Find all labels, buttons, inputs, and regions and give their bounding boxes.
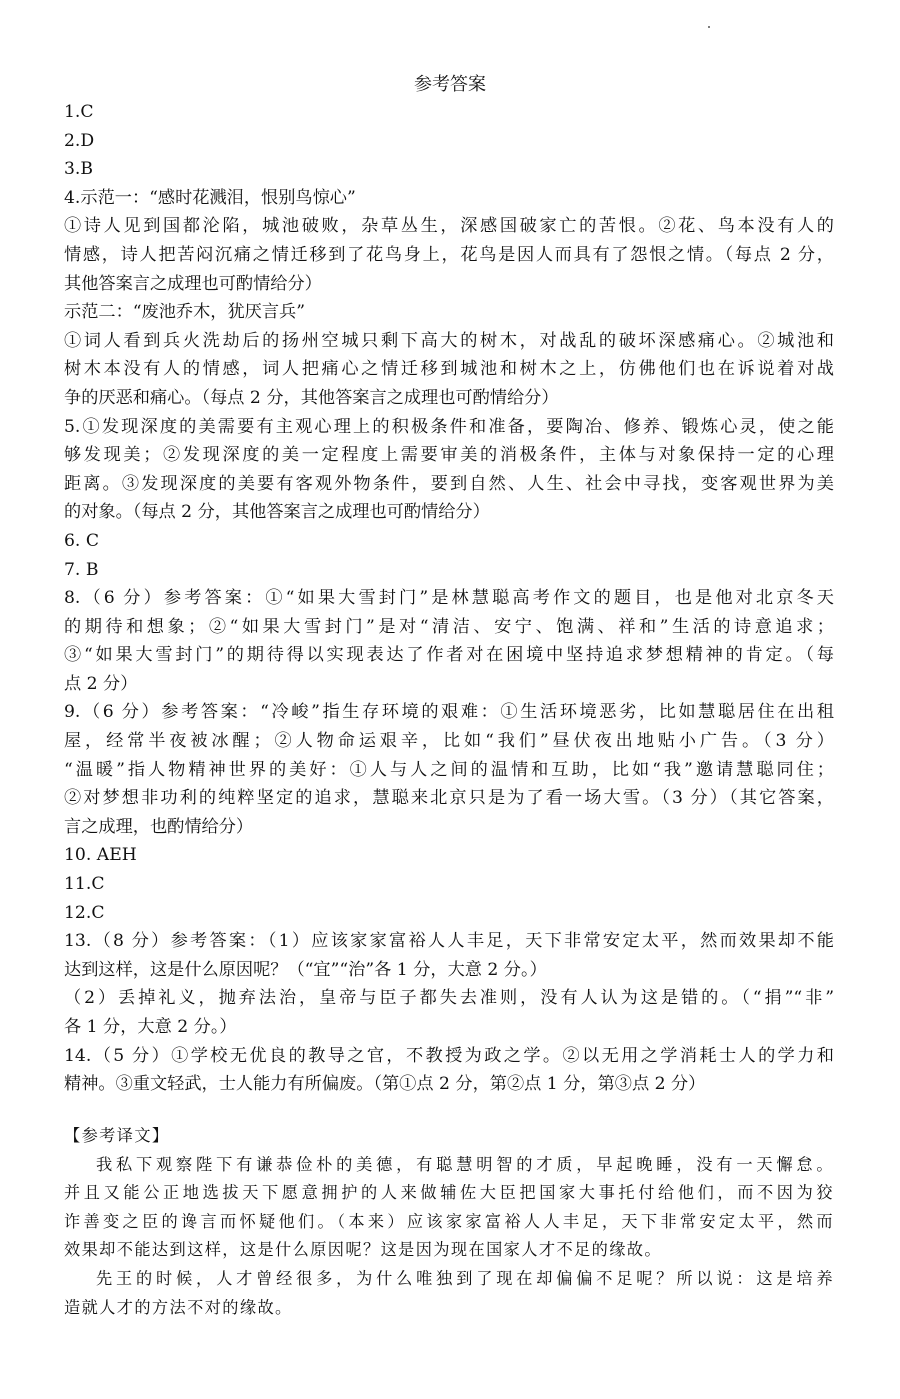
answer-line: 7. B bbox=[64, 559, 99, 580]
reference-translation bbox=[64, 1122, 834, 1322]
answer-line: 的期待和想象；②“如果大雪封门”是对“清洁、安宁、饱满、祥和”生活的诗意追求； bbox=[64, 616, 834, 637]
answer-line: 的对象。（每点 2 分，其他答案言之成理也可酌情给分） bbox=[64, 502, 490, 523]
answer-line: 10. AEH bbox=[64, 845, 137, 866]
answer-line: 9.（6 分）参考答案：“冷峻”指生存环境的艰难：①生活环境恶劣，比如慧聪居住在出租 bbox=[64, 702, 834, 723]
answer-list bbox=[64, 98, 834, 1099]
answer-line: 精神。③重文轻武，士人能力有所偏废。（第①点 2 分，第②点 1 分，第③点 2 分） bbox=[64, 1074, 706, 1095]
answer-line: “温暖”指人物精神世界的美好：①人与人之间的温情和互助，比如“我”邀请慧聪同住； bbox=[64, 759, 834, 780]
answer-line: 14.（5 分）①学校无优良的教导之官，不教授为政之学。②以无用之学消耗士人的学力和 bbox=[64, 1045, 834, 1066]
answer-line: ①词人看到兵火洗劫后的扬州空城只剩下高大的树木，对战乱的破坏深感痛心。②城池和 bbox=[64, 330, 834, 351]
answer-line: 5.①发现深度的美需要有主观心理上的积极条件和准备，要陶冶、修养、锻炼心灵，使之能 bbox=[64, 416, 834, 437]
answer-line: ②对梦想非功利的纯粹坚定的追求，慧聪来北京只是为了看一场大雪。（3 分）（其它答案， bbox=[64, 788, 834, 809]
answer-line: 3.B bbox=[64, 159, 94, 180]
answer-line: 13.（8 分）参考答案：（1）应该家家富裕人人丰足，天下非常安定太平，然而效果却不能 bbox=[64, 931, 834, 952]
answer-line: 点 2 分） bbox=[64, 673, 138, 694]
answer-line: 其他答案言之成理也可酌情给分） bbox=[64, 273, 322, 294]
answer-line: 11.C bbox=[64, 874, 105, 895]
answer-line: 12.C bbox=[64, 902, 105, 923]
answer-line: ③“如果大雪封门”的期待得以实现表达了作者对在困境中坚持追求梦想精神的肯定。（每 bbox=[64, 645, 834, 666]
scan-speck bbox=[708, 26, 710, 28]
answer-line: 距离。③发现深度的美要有客观外物条件，要到自然、人生、社会中寻找，变客观世界为美 bbox=[64, 473, 834, 494]
answer-line: 达到这样，这是什么原因呢？（“宜”“治”各 1 分，大意 2 分。） bbox=[64, 959, 547, 980]
answer-line: ①诗人见到国都沦陷，城池破败，杂草丛生，深感国破家亡的苦恨。②花、鸟本没有人的 bbox=[64, 216, 834, 237]
answer-line: 4.示范一：“感时花溅泪，恨别鸟惊心” bbox=[64, 187, 356, 208]
answer-line: 争的厌恶和痛心。（每点 2 分，其他答案言之成理也可酌情给分） bbox=[64, 387, 559, 408]
translation-line: 先王的时候，人才曾经很多，为什么唯独到了现在却偏偏不足呢？所以说：这是培养 bbox=[96, 1268, 834, 1288]
answer-line: 屋，经常半夜被冰醒；②人物命运艰辛，比如“我们”昼伏夜出地贴小广告。（3 分） bbox=[64, 731, 834, 752]
answer-line: 6. C bbox=[64, 530, 100, 551]
answer-line: 2.D bbox=[64, 130, 95, 151]
answer-line: 情感，诗人把苦闷沉痛之情迁移到了花鸟身上，花鸟是因人而具有了怨恨之情。（每点 2 分， bbox=[64, 244, 834, 265]
translation-line: 造就人才的方法不对的缘故。 bbox=[64, 1297, 293, 1317]
translation-line: 我私下观察陛下有谦恭俭朴的美德，有聪慧明智的才质，早起晚睡，没有一天懈怠。 bbox=[96, 1154, 834, 1174]
translation-line: 并且又能公正地选拔天下愿意拥护的人来做辅佐大臣把国家大事托付给他们，而不因为狡 bbox=[64, 1183, 834, 1203]
answer-line: （2）丢掉礼义，抛弃法治，皇帝与臣子都失去准则，没有人认为这是错的。（“捐”“非” bbox=[64, 988, 834, 1009]
answer-line: 1.C bbox=[64, 102, 94, 122]
answer-line: 8.（6 分）参考答案：①“如果大雪封门”是林慧聪高考作文的题目，也是他对北京冬天 bbox=[64, 588, 834, 609]
page-title: 参考答案 bbox=[414, 74, 486, 95]
answer-line: 各 1 分，大意 2 分。） bbox=[64, 1017, 237, 1037]
answer-line: 示范二：“废池乔木，犹厌言兵” bbox=[64, 302, 306, 323]
answer-line: 言之成理，也酌情给分） bbox=[64, 816, 254, 837]
translation-line: 效果却不能达到这样，这是什么原因呢？这是因为现在国家人才不足的缘故。 bbox=[64, 1240, 662, 1260]
translation-line: 诈善变之臣的谗言而怀疑他们。（本来）应该家家富裕人人丰足，天下非常安定太平，然而 bbox=[64, 1211, 834, 1231]
answer-line: 树木本没有人的情感，词人把痛心之情迁移到城池和树木之上，仿佛他们也在诉说着对战 bbox=[64, 359, 834, 380]
translation-heading: 【参考译文】 bbox=[64, 1126, 170, 1145]
answer-line: 够发现美；②发现深度的美一定程度上需要审美的消极条件，主体与对象保持一定的心理 bbox=[64, 445, 834, 466]
